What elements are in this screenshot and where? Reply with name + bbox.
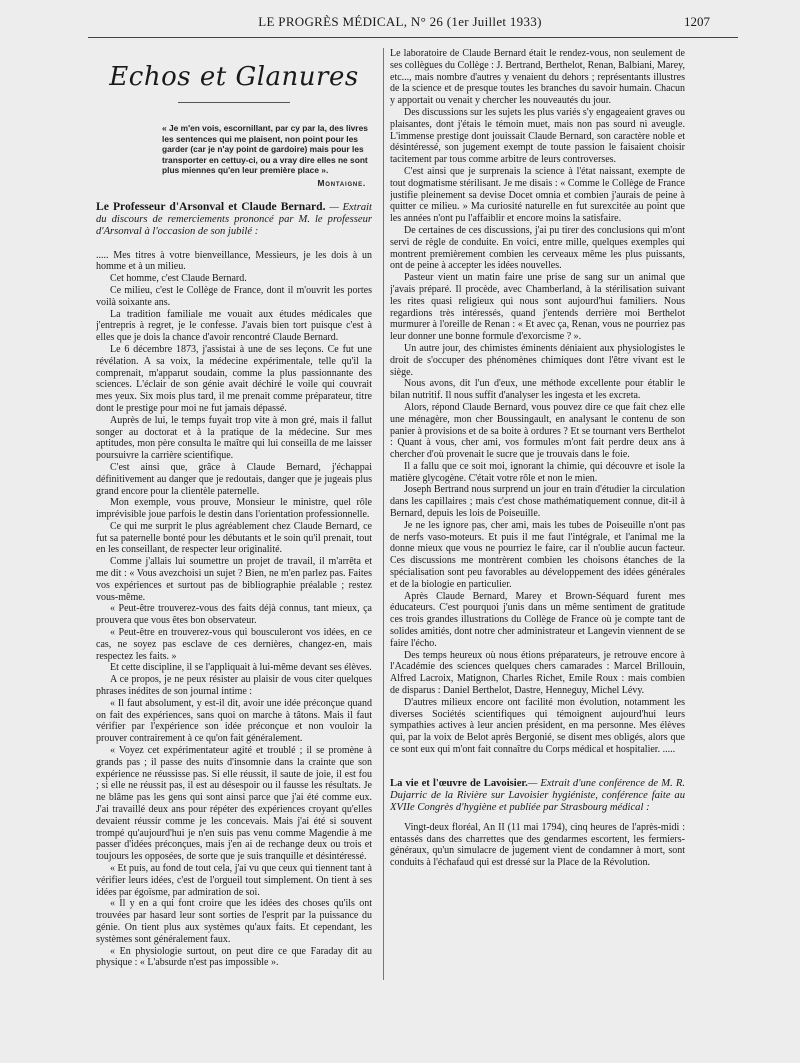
paragraph: De certaines de ces discussions, j'ai pu tirer des conclusions qui m'ont servi de règle de conduite. En voici, entre mille, quelques exemples qui montrent premièrement combien les cerveaux même les plus puissants, ont de peine à accepter les idées nouvelles. <box>390 224 685 272</box>
paragraph: Et cette discipline, il se l'appliquait à lui-même devant ses élèves. <box>110 662 372 674</box>
left-body <box>96 250 372 970</box>
epigraph-text: « Je m'en vois, escornillant, par cy par la, des livres les sentences qui me plaisent, non point pour les garder (car je n'ay point de gardoire) mais pour les transporter en cettuy-ci, ou a vray dire elles ne sont plus miennes qu'en leur première place ». <box>162 123 368 176</box>
right-column <box>390 48 685 980</box>
paragraph: Vingt-deux floréal, An II (11 mai 1794), cinq heures de l'après-midi : entassés dans des charrettes que des gendarmes escortent, les fermiers-généraux, qu'un simulacre de jugement vient de condamner à mort, sont conduits à l'échafaud qui est dressé sur la Place de la Révolution. <box>390 821 685 869</box>
paragraph: Après Claude Bernard, Marey et Brown-Séquard furent mes éducateurs. C'est pourquoi j'unis dans un même sentiment de gratitude ces trois grandes illustrations du Collège de France où je compte tant de solides amitiés, dont notre cher administrateur et Langevin viennent de se faire l'écho. <box>390 590 685 649</box>
paragraph: Des temps heureux où nous étions préparateurs, je retrouve encore à l'Académie des sciences quelques chers camarades : Marcel Brillouin, Alfred Lacroix, Matignon, Charles Richet, Emile Roux : mais combien de disparus : Daniel Berthelot, Dastre, Henneguy, Michel Lévy. <box>390 649 685 697</box>
section-title: Echos et Glanures <box>109 62 359 92</box>
paragraph: Le 6 décembre 1873, j'assistai à une de ses leçons. Ce fut une révélation. A sa voix, la médecine expérimentale, telle qu'il la comprenait, m'apparut soudain, comme la plus passionnante des sciences. L'éclair de son génie avait déchiré le voile qui couvrait mes yeux. Six mois plus tard, il me prenait comme préparateur, titre dont le prestige pour moi ne fut jamais dépassé. <box>96 343 372 414</box>
paragraph: « Il y en a qui font croire que les idées des choses qu'ils ont trouvées par hasard leur sont sorties de l'esprit par la puissance du génie. On tient plus aux systèmes qu'aux faits. Et cependant, les systèmes sont généralement faux. <box>96 898 372 945</box>
paragraph: Nous avons, dit l'un d'eux, une méthode excellente pour établir le bilan nutritif. Il nous suffit d'analyser les ingesta et les excreta. <box>390 378 685 402</box>
running-title: LE PROGRÈS MÉDICAL, N° 26 (1er Juillet 1933) <box>258 14 542 29</box>
title-rule <box>178 102 290 103</box>
paragraph: « Et puis, au fond de tout cela, j'ai vu que ceux qui tiennent tant à vérifier leurs idées, c'est de l'orgueil tout simplement. On tient à ses idées par égoïsme, par admiration de soi. <box>96 863 372 898</box>
page-number: 1207 <box>684 14 710 29</box>
paragraph: Cet homme, c'est Claude Bernard. <box>110 273 247 285</box>
paragraph: ..... Mes titres à votre bienveillance, Messieurs, je les dois à un homme et à un milieu. <box>96 249 372 273</box>
article-subtitle: — Extrait du discours de remerciements prononcé par M. le professeur d'Arsonval à l'occasion de son jubilé : <box>96 201 372 237</box>
paragraph: « En physiologie surtout, on peut dire ce que Faraday dit au physique : « L'absurde n'est pas impossible ». <box>96 945 372 969</box>
paragraph: Un autre jour, des chimistes éminents déniaient aux physiologistes le droit de s'occuper des phénomènes chimiques dont l'être vivant est le siège. <box>390 342 685 378</box>
paragraph: Auprès de lui, le temps fuyait trop vite à mon gré, mais il fallut songer au doctorat et à la pratique de la médecine. Sur mes aptitudes, mon père consulta le maître qui lui conseilla de me laisser poursuivre la carrière scientifique. <box>96 414 372 462</box>
epigraph-author: Montaigne. <box>317 177 366 188</box>
paragraph: Il a fallu que ce soit moi, ignorant la chimie, qui découvre et isole la matière glycogène. C'était votre rôle et non le mien. <box>390 460 685 484</box>
page-header <box>0 14 800 36</box>
paragraph: Pasteur vient un matin faire une prise de sang sur un animal que j'avais préparé. Il procède, avec Chamberland, à la stérilisation suivant les rites quasi religieux qui nous sont aujourd'hui familiers. Nous regardions très intéressés, quand j'entends derrière moi Berthelot murmurer à l'oreille de Renan : « Et avec ça, Renan, vous ne pourriez pas leur donner une bonne formule d'exorcisme ? ». <box>390 272 685 343</box>
paragraph: C'est ainsi que, grâce à Claude Bernard, j'échappai définitivement au danger que je redoutais, danger que je jugeais plus grand encore pour la clientèle paternelle. <box>96 461 372 497</box>
paragraph: La tradition familiale me vouait aux études médicales que j'entrepris à regret, je le confesse. J'avais bien tort puisque c'est à elles que je dois la chance d'avoir rencontré Claude Bernard. <box>96 308 372 344</box>
article2-subtitle: — Extrait d'une conférence de M. R. Dujarric de la Rivière sur Lavoisier hygiéniste, conférence faite au XVIIe Congrès d'hygiène et publiée par Strasbourg médical : <box>390 777 685 813</box>
paragraph: « Il faut absolument, y est-il dit, avoir une idée préconçue quand on fait des expériences, sans quoi on marche à tâtons. Mais il faut vérifier par l'expérience son idée préconçue et non vouloir la prouver contrairement à ce qu'on fait généralement. <box>96 697 372 745</box>
article-title: Le Professeur d'Arsonval et Claude Bernard. <box>96 199 326 213</box>
epigraph <box>162 123 372 189</box>
article2-heading <box>390 778 685 814</box>
paragraph: Comme j'allais lui soumettre un projet de travail, il m'arrêta et me dit : « Vous avezchoisi un sujet ? Bien, ne m'en parlez pas. Faites vos expériences et surtout pas de bibliographie préalable ; restez vous-même. <box>96 556 372 603</box>
paragraph: Ce milieu, c'est le Collège de France, dont il m'ouvrit les portes voilà soixante ans. <box>96 284 372 308</box>
paragraph: Alors, répond Claude Bernard, vous pouvez dire ce que fait chez elle une ménagère, mon cher Boussingault, en analysant le contenu de son panier à provisions et de sa boite à ordures ? Et se tournant vers Berthelot : Quant à vous, cher ami, vos formules m'ont fait perdre deux ans à chercher d'où provenait le sucre que je trouvais dans le foie. <box>390 401 685 461</box>
paragraph: Le laboratoire de Claude Bernard était le rendez-vous, non seulement de ses collègues du Collège : J. Bertrand, Berthelot, Renan, Balbiani, Marey, etc..., mais nombre d'autres y venaient du dehors ; représentants illustres de la science et de presque toutes les branches du savoir humain. Chacun y apportait ou venait y chercher les nouveautés du jour. <box>390 48 685 107</box>
paragraph: Ce qui me surprit le plus agréablement chez Claude Bernard, ce fut sa paternelle bonté pour les débutants et le soin qu'il prenait, tout en les conseillant, de respecter leur originalité. <box>96 520 372 556</box>
column-divider <box>383 48 384 980</box>
paragraph: D'autres milieux encore ont facilité mon évolution, notamment les diverses Sociétés scientifiques qui témoignent aujourd'hui leurs sympathies actives à leur ancien président, en ma personne. Mes élèves qui, par la voix de Belot après Bergonié, se disent mes obligés, alors que ce sont eux qui m'ont fait connaître du Corps médical et hospitalier. ..... <box>390 696 685 756</box>
paragraph: C'est ainsi que je surprenais la science à l'état naissant, exempte de tout dogmatisme stérilisant. Je me disais : « Comme le Collège de France justifie pleinement sa devise Docet omnia et combien j'aurais de peine à quitter ce milieu. » Ma curiosité naturelle en fut surexcitée au point que les années n'ont pu l'affaiblir et encore moins la satisfaire. <box>390 165 685 225</box>
article-heading <box>96 201 372 238</box>
paragraph: « Voyez cet expérimentateur agité et troublé ; il se promène à grands pas ; il passe des nuits d'insomnie dans la crainte que son expérience ne réussisse pas. Si elle réussit, il saute de joie, il est fou ; si elle ne réussit pas, il est au désespoir ou il fausse les résultats. Je ne blâme pas les gens qui sont ainsi parce que j'ai été comme eux. J'ai travaillé deux ans pour répéter des expériences croyant qu'elles devaient réussir comme je les concevais. Mais j'ai été si souvent trompé qu'aujourd'hui je n'en suis pas venu comme Magendie à me passer d'idées préconçues, mais j'en ai de rechange deux ou trois et toujours les opposées, de sorte que je suis tranquille et désintéressé. <box>96 745 372 863</box>
paragraph: Je ne les ignore pas, cher ami, mais les tubes de Poiseuille n'ont pas de nerfs vaso-moteurs. Et puis il me faut l'intégrale, et l'animal me la donne mieux que vous ne pourriez le faire, car il n'oublie aucun facteur. Ces discussions me montrèrent combien les choisons étanches de la spécialisation sont peu favorables au développement des idées générales et de la biologie en particulier. <box>390 519 685 590</box>
header-rule <box>88 37 738 38</box>
paragraph: « Peut-être trouverez-vous des faits déjà connus, tant mieux, ça prouvera que vous êtes bon observateur. <box>96 603 372 627</box>
paragraph: « Peut-être en trouverez-vous qui bousculeront vos idées, en ce cas, ne soyez pas esclave de ces dernières, changez-en, mais respectez les faits. » <box>96 627 372 662</box>
paragraph: A ce propos, je ne peux résister au plaisir de vous citer quelques phrases inédites de son journal intime : <box>96 674 372 698</box>
left-column <box>96 48 372 978</box>
paragraph: Des discussions sur les sujets les plus variés s'y engageaient graves ou plaisantes, dont j'étais le témoin muet, mais non pas sourd ni aveugle. L'immense prestige dont jouissait Claude Bernard, son caractère noble et désintéressé, son jugement exempt de toute passion le faisaient choisir tacitement par tous comme arbitre de leurs controverses. <box>390 106 685 166</box>
section-gap <box>390 756 685 770</box>
article2-title: La vie et l'œuvre de Lavoisier. <box>390 777 528 789</box>
paragraph: Mon exemple, vous prouve, Monsieur le ministre, quel rôle imprévisible joue parfois le destin dans l'orientation professionnelle. <box>96 497 372 521</box>
paragraph: Joseph Bertrand nous surprend un jour en train d'étudier la circulation dans les capillaires ; mais c'est chose mathématiquement connue, dit-il à Bernard, depuis les lois de Poiseuille. <box>390 484 685 520</box>
